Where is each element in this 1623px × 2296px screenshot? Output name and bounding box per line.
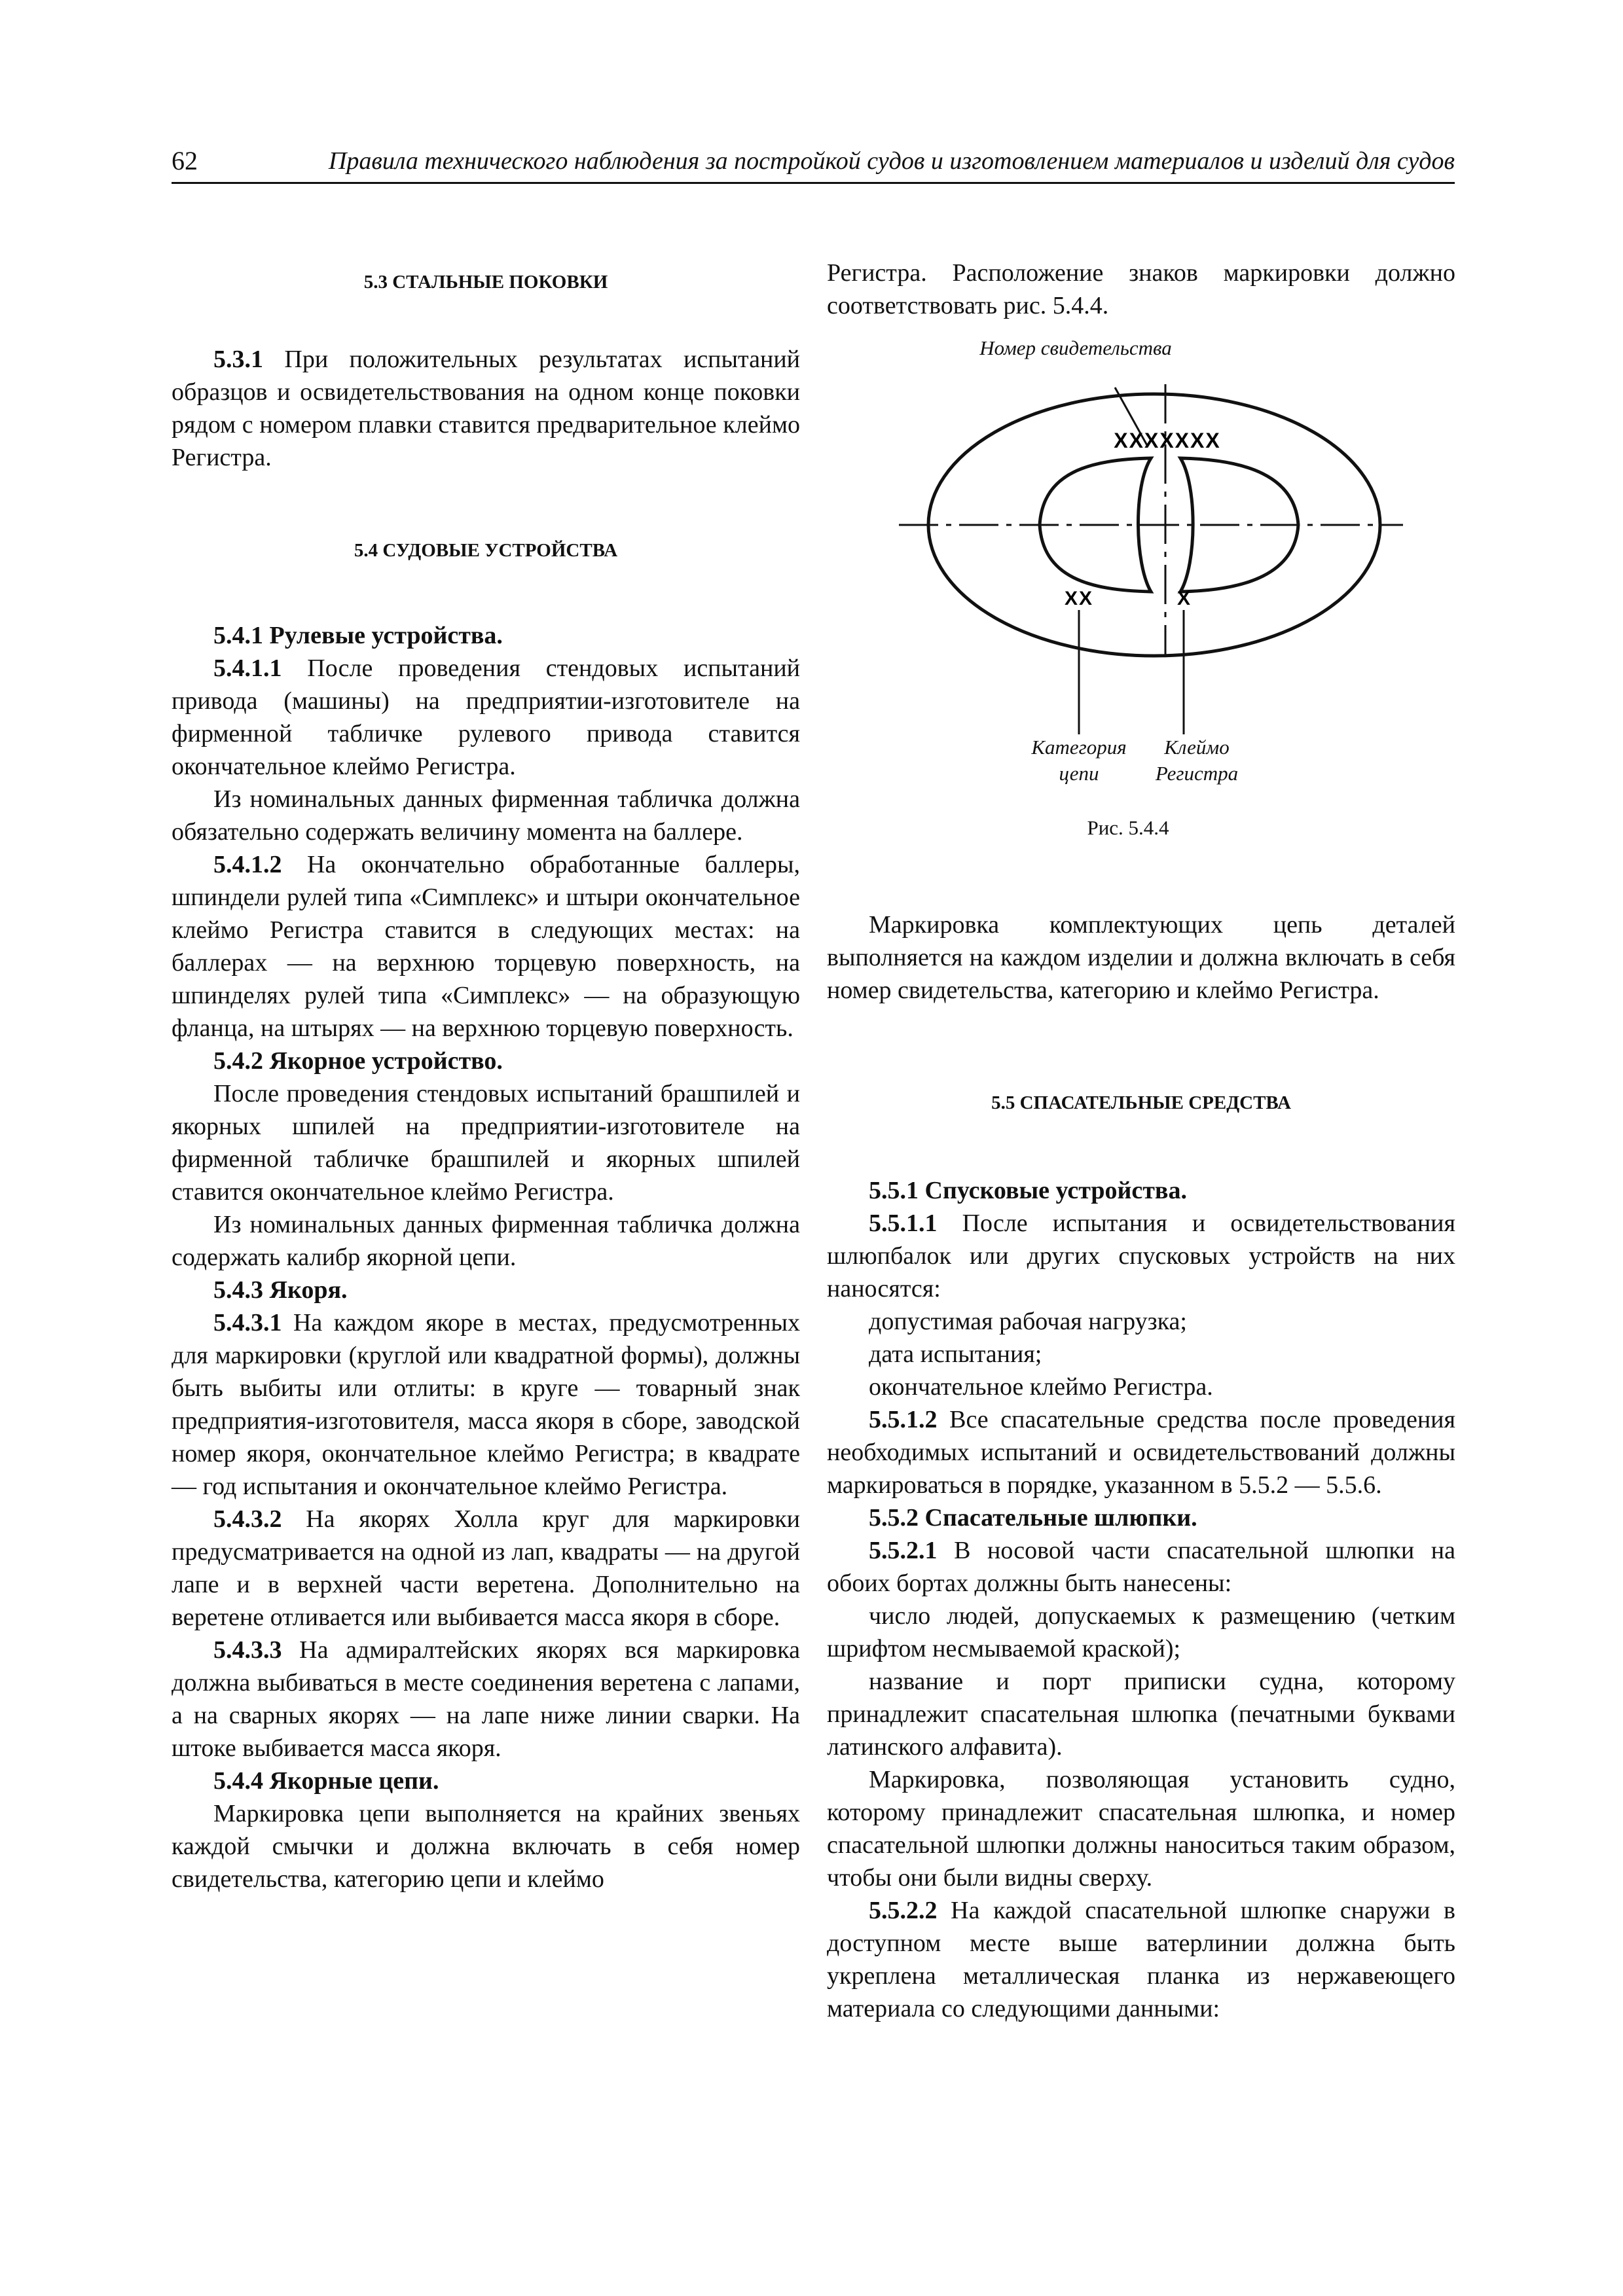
figure-caption: Рис. 5.4.4 bbox=[1087, 816, 1169, 839]
paragraph-5-3-1 bbox=[172, 343, 800, 474]
label-category-line-2: цепи bbox=[1059, 762, 1099, 785]
paragraph-5-5-2-1-c: Маркировка, позволяющая установить судно, которому принадлежит спасательная шлюпка, и номер спасательной шлюпки должны наноситься таким образом, чтобы они были видны сверху. bbox=[827, 1766, 1455, 1892]
page-header bbox=[172, 145, 1455, 184]
paragraph-5-4-1-1 bbox=[172, 652, 800, 783]
paragraph-5-5-2-1 bbox=[827, 1534, 1455, 1600]
paragraph-5-4-2-b: Из номинальных данных фирменная табличка должна содержать калибр якорной цепи. bbox=[172, 1211, 800, 1271]
clause-text: На каждом якоре в местах, предусмотренных для маркировки (круглой или квадратной формы), должны быть выбиты или отлиты: в круге — товарный знак предприятия-изготовителя, масса якоря в сборе, заводской номер якоря, окончательное клеймо Регистра; в квадрате — год испытания и окончательное клеймо Регистра. bbox=[172, 1309, 800, 1500]
certificate-number-marks: XXXXXXX bbox=[1114, 429, 1221, 452]
label-category-line-1: Категория bbox=[1031, 736, 1127, 759]
paragraph-component-marking: Маркировка комплектующих цепь деталей выполняется на каждом изделии и должна включать в себя номер свидетельства, категорию и клеймо Регистра. bbox=[827, 911, 1455, 1004]
section-title-5-3: 5.3 СТАЛЬНЫЕ ПОКОВКИ bbox=[363, 272, 608, 293]
paragraph-5-4-2-a: После проведения стендовых испытаний брашпилей и якорных шпилей на предприятии-изготовителе на фирменной табличке брашпилей и якорных шпилей ставится окончательное клеймо Регистра. bbox=[172, 1080, 800, 1206]
clause-number: 5.3.1 bbox=[213, 346, 263, 373]
paragraph-5-4-3-2 bbox=[172, 1503, 800, 1634]
section-title-5-5: 5.5 СПАСАТЕЛЬНЫЕ СРЕДСТВА bbox=[991, 1092, 1291, 1113]
clause-text: Все спасательные средства после проведения необходимых испытаний и освидетельствований должны маркироваться в порядке, указанном в 5.5.2 — 5.5.6. bbox=[827, 1406, 1455, 1499]
paragraph-5-5-2-2 bbox=[827, 1894, 1455, 2025]
paragraph-5-4-1-1-b: Из номинальных данных фирменная табличка должна обязательно содержать величину момента на баллере. bbox=[172, 785, 800, 846]
list-item: окончательное клеймо Регистра. bbox=[869, 1373, 1213, 1401]
left-column bbox=[172, 257, 800, 1895]
label-certificate-number: Номер свидетельства bbox=[979, 336, 1172, 359]
clause-number: 5.4.1.2 bbox=[213, 851, 282, 878]
category-marks: XX bbox=[1064, 588, 1094, 609]
section-title-5-4: 5.4 СУДОВЫЕ УСТРОЙСТВА bbox=[354, 540, 618, 561]
clause-text: На каждой спасательной шлюпке снаружи в доступном месте выше ватерлинии должна быть укреплена металлическая планка из нержавеющего материала со следующими данными: bbox=[827, 1897, 1455, 2022]
heading-5-4-4: 5.4.4 Якорные цепи. bbox=[213, 1767, 439, 1795]
paragraph-5-4-1-2 bbox=[172, 848, 800, 1045]
clause-number: 5.5.2.1 bbox=[869, 1537, 938, 1564]
paragraph-5-5-2-1-a: число людей, допускаемых к размещению (четким шрифтом несмываемой краской); bbox=[827, 1602, 1455, 1662]
clause-number: 5.5.1.2 bbox=[869, 1406, 938, 1433]
clause-number: 5.5.2.2 bbox=[869, 1897, 938, 1924]
clause-text: На окончательно обработанные баллеры, шпиндели рулей типа «Симплекс» и штыри окончательное клеймо Регистра ставится в следующих местах: на баллерах — на верхнюю торцевую поверхность, на шпинделях рулей типа «Симплекс» — на образующую фланца, на штырях — на верхнюю торцевую поверхность. bbox=[172, 851, 800, 1042]
list-item: дата испытания; bbox=[869, 1340, 1042, 1368]
clause-text: На адмиралтейских якорях вся маркировка должна выбиваться в месте соединения веретена с лапами, а на сварных якорях — на лапе ниже линии сварки. На штоке выбивается масса якоря. bbox=[172, 1636, 800, 1762]
heading-5-4-3: 5.4.3 Якоря. bbox=[213, 1276, 348, 1304]
running-title: Правила технического наблюдения за постройкой судов и изготовлением материалов и изделий для судов bbox=[328, 147, 1455, 175]
clause-text: При положительных результатах испытаний образцов и освидетельствования на одном конце поковки рядом с номером плавки ставится предварительное клеймо Регистра. bbox=[172, 346, 800, 471]
label-stamp-line-2: Регистра bbox=[1155, 762, 1239, 785]
clause-number: 5.4.1.1 bbox=[213, 655, 282, 682]
clause-number: 5.4.3.3 bbox=[213, 1636, 282, 1664]
paragraph-5-5-2-1-b: название и порт приписки судна, которому принадлежит спасательная шлюпка (печатными буквами латинского алфавита). bbox=[827, 1668, 1455, 1761]
chain-link-diagram bbox=[827, 335, 1455, 872]
paragraph-5-5-1-1 bbox=[827, 1207, 1455, 1305]
right-column bbox=[827, 257, 1455, 2025]
figure-5-4-4 bbox=[827, 335, 1455, 872]
stamp-mark: X bbox=[1176, 588, 1191, 609]
clause-text: После испытания и освидетельствования шлюпбалок или других спусковых устройств на них наносятся: bbox=[827, 1210, 1455, 1302]
clause-text: На якорях Холла круг для маркировки предусматривается на одной из лап, квадраты — на другой лапе и в верхней части веретена. Дополнительно на веретене отливается или выбивается масса якоря в сборе. bbox=[172, 1505, 800, 1631]
page-number: 62 bbox=[172, 146, 198, 175]
heading-5-4-1: 5.4.1 Рулевые устройства. bbox=[213, 622, 503, 649]
label-chain-category bbox=[1017, 734, 1141, 787]
paragraph-5-4-3-1 bbox=[172, 1306, 800, 1503]
paragraph-5-5-1-2 bbox=[827, 1403, 1455, 1501]
list-item: допустимая рабочая нагрузка; bbox=[869, 1308, 1187, 1335]
clause-number: 5.4.3.2 bbox=[213, 1505, 282, 1533]
paragraph-5-4-4: Маркировка цепи выполняется на крайних звеньях каждой смычки и должна включать в себя номер свидетельства, категорию цепи и клеймо bbox=[172, 1800, 800, 1893]
paragraph-5-4-4-continued: Регистра. Расположение знаков маркировки должно соответствовать рис. 5.4.4. bbox=[827, 259, 1455, 319]
label-stamp-line-1: Клеймо bbox=[1164, 736, 1230, 759]
paragraph-5-4-3-3 bbox=[172, 1634, 800, 1765]
clause-text: В носовой части спасательной шлюпки на обоих бортах должны быть нанесены: bbox=[827, 1537, 1455, 1597]
clause-number: 5.5.1.1 bbox=[869, 1210, 938, 1237]
clause-number: 5.4.3.1 bbox=[213, 1309, 282, 1336]
clause-text: После проведения стендовых испытаний привода (машины) на предприятии-изготовителе на фирменной табличке рулевого привода ставится окончательное клеймо Регистра. bbox=[172, 655, 800, 780]
heading-5-5-1: 5.5.1 Спусковые устройства. bbox=[869, 1177, 1187, 1204]
heading-5-5-2: 5.5.2 Спасательные шлюпки. bbox=[869, 1504, 1197, 1532]
label-register-stamp bbox=[1138, 734, 1256, 787]
heading-5-4-2: 5.4.2 Якорное устройство. bbox=[213, 1047, 503, 1075]
